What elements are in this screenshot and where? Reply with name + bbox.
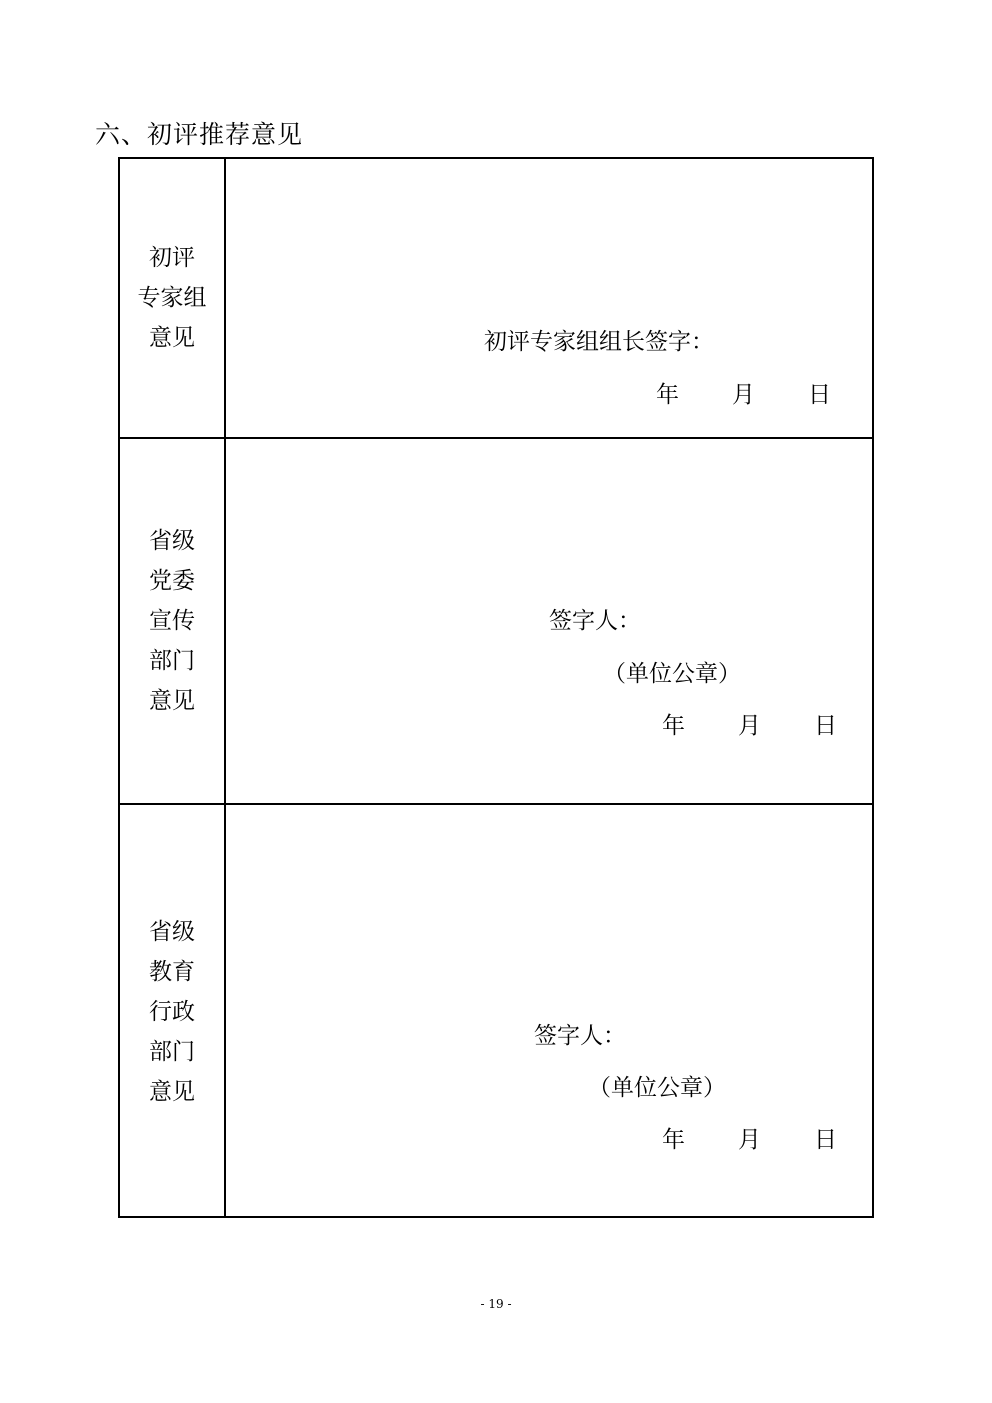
- date-month: 月: [732, 382, 755, 408]
- page-number: - 19 -: [480, 1297, 512, 1311]
- date-month: 月: [738, 713, 761, 739]
- row-label-cell: [120, 159, 226, 437]
- date-line: [656, 380, 831, 410]
- opinion-field-expert-panel[interactable]: [226, 159, 872, 437]
- date-month: 月: [738, 1127, 761, 1153]
- row-label: 初评 专家组 意见: [137, 245, 207, 351]
- seal-label: （单位公章）: [588, 1075, 726, 1101]
- table-row-propaganda-dept: [120, 439, 872, 805]
- date-day: 日: [814, 713, 837, 739]
- row-label-cell: [120, 805, 226, 1218]
- date-year: 年: [662, 713, 685, 739]
- date-line: [662, 711, 837, 741]
- row-label-cell: [120, 439, 226, 803]
- section-title: 六、初评推荐意见: [95, 120, 304, 149]
- date-line: [662, 1125, 837, 1155]
- opinion-field-propaganda-dept[interactable]: [226, 439, 872, 803]
- recommendation-table: [118, 157, 874, 1218]
- date-day: 日: [814, 1127, 837, 1153]
- opinion-field-education-dept[interactable]: [226, 805, 872, 1218]
- signature-label: 初评专家组组长签字：: [484, 329, 714, 355]
- signature-label: 签字人：: [549, 608, 641, 634]
- row-label: 省级 党委 宣传 部门 意见: [149, 528, 195, 714]
- date-year: 年: [662, 1127, 685, 1153]
- date-year: 年: [656, 382, 679, 408]
- table-row-expert-panel: [120, 159, 872, 439]
- table-row-education-dept: [120, 805, 872, 1218]
- row-label: 省级 教育 行政 部门 意见: [149, 918, 195, 1105]
- seal-label: （单位公章）: [603, 661, 741, 687]
- signature-label: 签字人：: [534, 1023, 626, 1049]
- date-day: 日: [808, 382, 831, 408]
